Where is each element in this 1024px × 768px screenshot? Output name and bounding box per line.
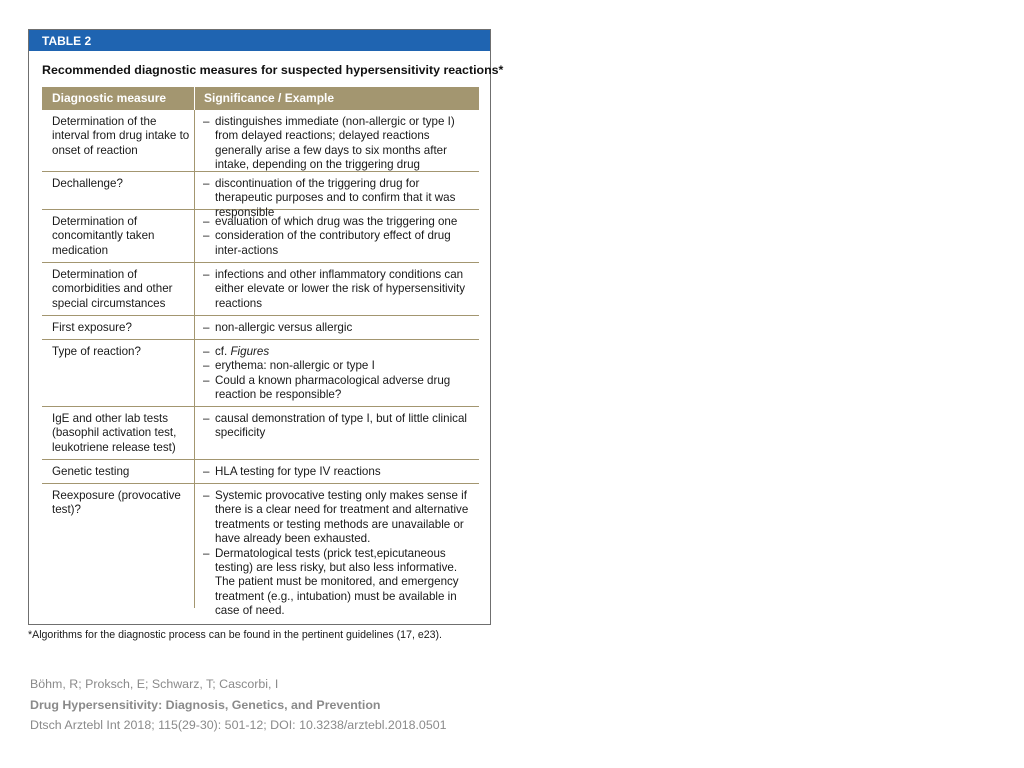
- significance-cell: [195, 263, 479, 315]
- diagnostic-measure-cell: Dechallenge?: [42, 172, 195, 209]
- diagnostic-measure-cell: First exposure?: [42, 316, 195, 339]
- dash-marker: –: [203, 465, 210, 478]
- table-row: [42, 407, 479, 460]
- significance-text: evaluation of which drug was the triggering one: [215, 215, 458, 228]
- column-header-significance: Significance / Example: [204, 91, 335, 105]
- citation: [30, 674, 447, 736]
- significance-text: Dermatological tests (prick test,epicutaneous testing) are less risky, but also less informative. The patient must be monitored, and emergency treatment (e.g., intubation) must be available in case of need.: [215, 546, 459, 618]
- table-row: [42, 340, 479, 407]
- table-body: [42, 110, 479, 618]
- diagnostic-measure-cell: Reexposure (provocative test)?: [42, 484, 195, 608]
- significance-text: infections and other inflammatory conditions can either elevate or lower the risk of hypersensitivity reactions: [215, 268, 466, 310]
- significance-item: [203, 489, 475, 547]
- significance-item: [203, 412, 475, 441]
- column-header-measure: Diagnostic measure: [42, 87, 195, 110]
- citation-authors: Böhm, R; Proksch, E; Schwarz, T; Cascorbi, I: [30, 677, 279, 691]
- significance-text: distinguishes immediate (non-allergic or type I) from delayed reactions; delayed reactions generally arise a few days to six months after intake, depending on the triggering drug: [215, 115, 455, 172]
- table-row: [42, 210, 479, 263]
- figures-reference: Figures: [230, 345, 270, 358]
- significance-cell: [195, 110, 479, 171]
- dash-marker: –: [203, 177, 210, 190]
- significance-text: cf. Figures: [215, 345, 270, 358]
- diagnostic-measure-cell: IgE and other lab tests (basophil activation test, leukotriene release test): [42, 407, 195, 459]
- dash-marker: –: [203, 373, 210, 387]
- significance-text: Could a known pharmacological adverse drug reaction be responsible?: [215, 373, 451, 402]
- diagnostic-measure-cell: Determination of the interval from drug intake to onset of reaction: [42, 110, 195, 171]
- significance-item: [203, 229, 475, 258]
- significance-item: [203, 547, 475, 619]
- significance-text: consideration of the contributory effect of drug inter-actions: [215, 229, 451, 257]
- diagnostic-measure-cell: Genetic testing: [42, 460, 195, 483]
- significance-item: [203, 374, 475, 403]
- table-row: [42, 484, 479, 618]
- dash-marker: –: [203, 359, 210, 373]
- significance-cell: [195, 340, 479, 406]
- significance-item: [203, 115, 475, 173]
- dash-marker: –: [203, 489, 210, 502]
- dash-marker: –: [203, 268, 210, 281]
- significance-item: [203, 268, 475, 311]
- significance-text: discontinuation of the triggering drug for therapeutic purposes and to confirm that it was responsible: [215, 177, 456, 219]
- significance-cell: [195, 210, 479, 262]
- dash-marker: –: [203, 546, 210, 560]
- table-label: TABLE 2: [29, 30, 490, 51]
- significance-item: [203, 359, 475, 373]
- significance-text: causal demonstration of type I, but of little clinical specificity: [215, 412, 467, 440]
- significance-cell: [195, 172, 479, 219]
- dash-marker: –: [203, 229, 210, 243]
- dash-marker: –: [203, 115, 210, 128]
- significance-item: [203, 465, 475, 479]
- diagnostic-measure-cell: Type of reaction?: [42, 340, 195, 406]
- diagnostic-measure-cell: Determination of concomitantly taken medication: [42, 210, 195, 262]
- significance-text: erythema: non-allergic or type I: [215, 359, 375, 373]
- significance-cell: [195, 460, 479, 483]
- table-row: [42, 263, 479, 316]
- table-grid: [42, 87, 479, 618]
- significance-text: HLA testing for type IV reactions: [215, 465, 381, 478]
- significance-item: [203, 345, 475, 359]
- citation-title: Drug Hypersensitivity: Diagnosis, Genetics, and Prevention: [30, 697, 381, 712]
- table-row: [42, 460, 479, 484]
- dash-marker: –: [203, 215, 210, 228]
- table-row: [42, 110, 479, 172]
- table-footnote: *Algorithms for the diagnostic process can be found in the pertinent guidelines (17, e23).: [28, 629, 442, 641]
- significance-cell: [195, 407, 479, 459]
- significance-cell: [195, 484, 479, 618]
- significance-item: [203, 215, 475, 229]
- dash-marker: –: [203, 321, 210, 334]
- table-row: [42, 316, 479, 340]
- significance-cell: [195, 316, 479, 339]
- significance-text: Systemic provocative testing only makes sense if there is a clear need for treatment and alternative treatments or testing methods are unavailable or have already been exhausted.: [215, 489, 469, 546]
- table-figure: [28, 29, 504, 625]
- dash-marker: –: [203, 412, 210, 425]
- significance-item: [203, 321, 475, 335]
- significance-text: non-allergic versus allergic: [215, 321, 353, 334]
- dash-marker: –: [203, 345, 210, 358]
- diagnostic-measure-cell: Determination of comorbidities and other special circumstances: [42, 263, 195, 315]
- table-header-row: [42, 87, 479, 110]
- citation-source: Dtsch Arztebl Int 2018; 115(29-30): 501-12; DOI: 10.3238/arztebl.2018.0501: [30, 718, 447, 732]
- table-row: [42, 172, 479, 219]
- table-title: Recommended diagnostic measures for suspected hypersensitivity reactions*: [42, 63, 504, 77]
